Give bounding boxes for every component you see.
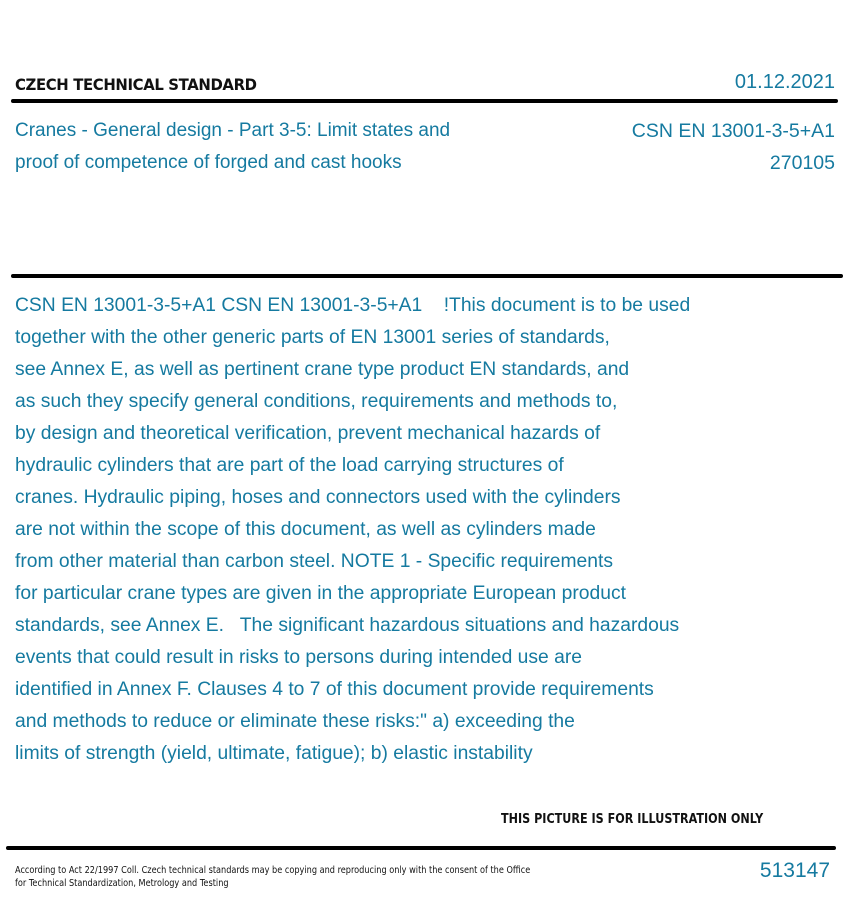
- standard-number: CSN EN 13001-3-5+A1: [631, 120, 835, 142]
- classification-code: 270105: [769, 152, 835, 174]
- abstract-line: hydraulic cylinders that are part of the load carrying structures of: [15, 455, 564, 476]
- abstract-line: together with the other generic parts of EN 13001 series of standards,: [15, 327, 610, 348]
- section-divider: [11, 274, 843, 278]
- abstract-line: limits of strength (yield, ultimate, fatigue); b) elastic instability: [15, 743, 533, 764]
- abstract-line: from other material than carbon steel. NOTE 1 - Specific requirements: [15, 551, 613, 572]
- legal-notice-line: for Technical Standardization, Metrology and Testing: [15, 878, 229, 889]
- abstract-line: standards, see Annex E. The significant hazardous situations and hazardous: [15, 615, 680, 636]
- standard-title-line: proof of competence of forged and cast hooks: [15, 152, 402, 173]
- abstract-line: as such they specify general conditions, requirements and methods to,: [15, 391, 618, 412]
- standard-title-line: Cranes - General design - Part 3-5: Limit states and: [15, 120, 451, 141]
- abstract-line: for particular crane types are given in the appropriate European product: [15, 583, 626, 604]
- standard-identifiers: [632, 115, 835, 179]
- publication-date: 01.12.2021: [734, 71, 835, 93]
- abstract-line: identified in Annex F. Clauses 4 to 7 of this document provide requirements: [15, 679, 654, 700]
- header-divider: [11, 99, 838, 103]
- standard-title: [15, 115, 450, 179]
- abstract-line: see Annex E, as well as pertinent crane type product EN standards, and: [15, 359, 630, 380]
- legal-notice-line: According to Act 22/1997 Coll. Czech technical standards may be copying and reproducing only with the consent of the Office: [15, 865, 531, 876]
- abstract-line: events that could result in risks to persons during intended use are: [15, 647, 582, 668]
- abstract-line: CSN EN 13001-3-5+A1 CSN EN 13001-3-5+A1 !This document is to be used: [15, 295, 691, 316]
- illustration-disclaimer: THIS PICTURE IS FOR ILLUSTRATION ONLY: [501, 812, 764, 827]
- document-type-label: CZECH TECHNICAL STANDARD: [15, 75, 257, 94]
- abstract-line: are not within the scope of this document, as well as cylinders made: [15, 519, 596, 540]
- legal-notice: [15, 864, 530, 890]
- abstract-text: [15, 290, 690, 770]
- footer-code: 513147: [759, 859, 830, 882]
- abstract-line: and methods to reduce or eliminate these risks:" a) exceeding the: [15, 711, 575, 732]
- footer-divider: [6, 846, 836, 850]
- abstract-line: by design and theoretical verification, prevent mechanical hazards of: [15, 423, 601, 444]
- abstract-line: cranes. Hydraulic piping, hoses and connectors used with the cylinders: [15, 487, 621, 508]
